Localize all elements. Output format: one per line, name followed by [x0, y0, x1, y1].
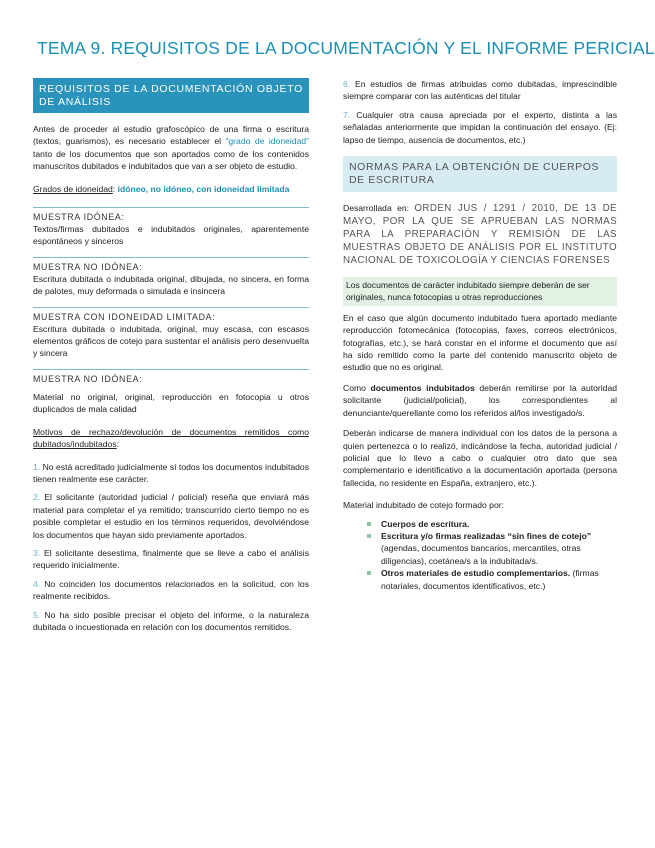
highlight-box: Los documentos de carácter indubitado siempre deberán de ser originales, nunca fotocopias u otras reproducciones: [343, 277, 617, 306]
muestra-no-idonea-2-text: Material no original, original, reproducción en fotocopia u otros duplicados de mala calidad: [33, 391, 309, 415]
muestra-no-idonea-heading: MUESTRA NO IDÓNEA:: [33, 257, 309, 273]
section-header-normas: NORMAS PARA LA OBTENCIÓN DE CUERPOS DE ESCRITURA: [343, 156, 617, 192]
motivo-item: 2. El solicitante (autoridad judicial / policial) reseña que enviará más material para completar el ya remitido; transcurrido cierto tiempo no es posible completar el estudio en los términos requeridos, devolviéndose los documentos que hayan sido previamente aportados.: [33, 492, 309, 540]
motivo-item: 5. No ha sido posible precisar el objeto del informe, o la naturaleza dubitada o incuestionada en relación con los documentos remitidos.: [33, 609, 309, 632]
intro-paragraph: Antes de proceder al estudio grafoscópico de una firma o escritura (textos, guarismos), es necesario establecer el “grado de idoneidad” tanto de los documentos que son aportados como de los contenidos manuscritos dubitados e indubitados que van a ser objeto de estudio.: [33, 124, 309, 172]
muestra-limitada-heading: MUESTRA CON IDONEIDAD LIMITADA:: [33, 307, 309, 323]
muestra-no-idonea-2-heading: MUESTRA NO IDÓNEA:: [33, 369, 309, 385]
motivo-item: 7. Cualquier otra causa apreciada por el experto, distinta a las señaladas anteriormente que impidan la continuación del ensayo. (Ej: lapso de tiempo, ausencia de documentos, etc.): [343, 109, 617, 145]
muestra-no-idonea-text: Escritura dubitada o indubitada original, dibujada, no sincera, en forma de palotes, muy deformada o simulada e insincera: [33, 273, 309, 297]
paragraph-reproduccion: En el caso que algún documento indubitado fuera aportado mediante reproducción fotomecánica (fotocopias, faxes, correos electrónicos, fotografías, etc.), se hará constar en el informe el documento que así ha sido remitido como la parte del contenido manuscrito objeto de estudio que no es original.: [343, 312, 617, 373]
desarrollada-en: Desarrollada en: ORDEN JUS / 1291 / 2010, DE 13 DE MAYO, POR LA QUE SE APRUEBAN LAS NORMAS PARA LA PREPARACIÓN Y REMISIÓN DE LAS MUESTRAS OBJETO DE ANÁLISIS POR EL INSTITUTO NACIONAL DE TOXICOLOGÍA Y CIENCIAS FORENSES: [343, 203, 617, 267]
right-column: [343, 78, 617, 592]
paragraph-datos: Deberán indicarse de manera individual con los datos de la persona a quien pertenezca o lo realizó, indicándose la fecha, autoridad judicial / policial que lo llevo a cabo o cualquier otro dato que sea complementario e identificativo a la documentación aportada (persona fallecida, no residente en España, extranjero, etc.).: [343, 428, 617, 488]
grados-idoneidad: Grados de idoneidad: idóneo, no idóneo, con idoneidad limitada: [33, 183, 290, 194]
motivo-item: 4. No coinciden los documentos relacionados en la solicitud, con los realmente recibidos.: [33, 578, 309, 602]
motivo-item: 1. No está acreditado judicialmente sí todos los documentos indubitados tienen realmente ese carácter.: [33, 461, 309, 484]
material-list: [343, 518, 617, 592]
muestra-idonea-text: Textos/firmas dubitados e indubitados originales, aparentemente espontáneos y sinceros: [33, 224, 309, 247]
motivo-item: 3. El solicitante desestima, finalmente que se lleve a cabo el análisis requerido inicialmente.: [33, 547, 309, 571]
material-title: Material indubitado de cotejo formado por:: [343, 500, 504, 511]
list-item: Otros materiales de estudio complementarios. (firmas notariales, documentos identificativos, etc.): [381, 567, 617, 592]
list-item: Cuerpos de escritura.: [381, 518, 617, 530]
motivo-item: 6. En estudios de firmas atribuidas como dubitadas, imprescindible siempre comparar con las auténticas del titular: [343, 79, 617, 102]
paragraph-documentos-indubitados: Como documentos indubitados deberán remitirse por la autoridad solicitante (judicial/policial), los correspondientes al denunciante/querellante como los referidos al/los investigado/s.: [343, 382, 618, 418]
page-title: TEMA 9. REQUISITOS DE LA DOCUMENTACIÓN Y EL INFORME PERICIAL: [37, 38, 655, 58]
muestra-limitada-text: Escritura dubitada o indubitada, original, muy escasa, con escasos elementos gráficos de cotejo para sustentar el análisis pero desenvuelta y sincera: [33, 323, 309, 359]
grado-idoneidad-term: “grado de idoneidad”: [225, 136, 309, 147]
section-header-requisitos: REQUISITOS DE LA DOCUMENTACIÓN OBJETO DE ANÁLISIS: [33, 78, 309, 113]
list-item: Escritura y/o firmas realizadas “sin fines de cotejo” (agendas, documentos bancarios, mercantiles, otras diligencias), coetánea/s a la indubitada/s.: [381, 530, 617, 567]
muestra-idonea-heading: MUESTRA IDÓNEA:: [33, 207, 309, 223]
left-column: [33, 78, 309, 633]
motivos-title: Motivos de rechazo/devolución de documentos remitidos como dubitados/indubitados:: [33, 426, 309, 450]
